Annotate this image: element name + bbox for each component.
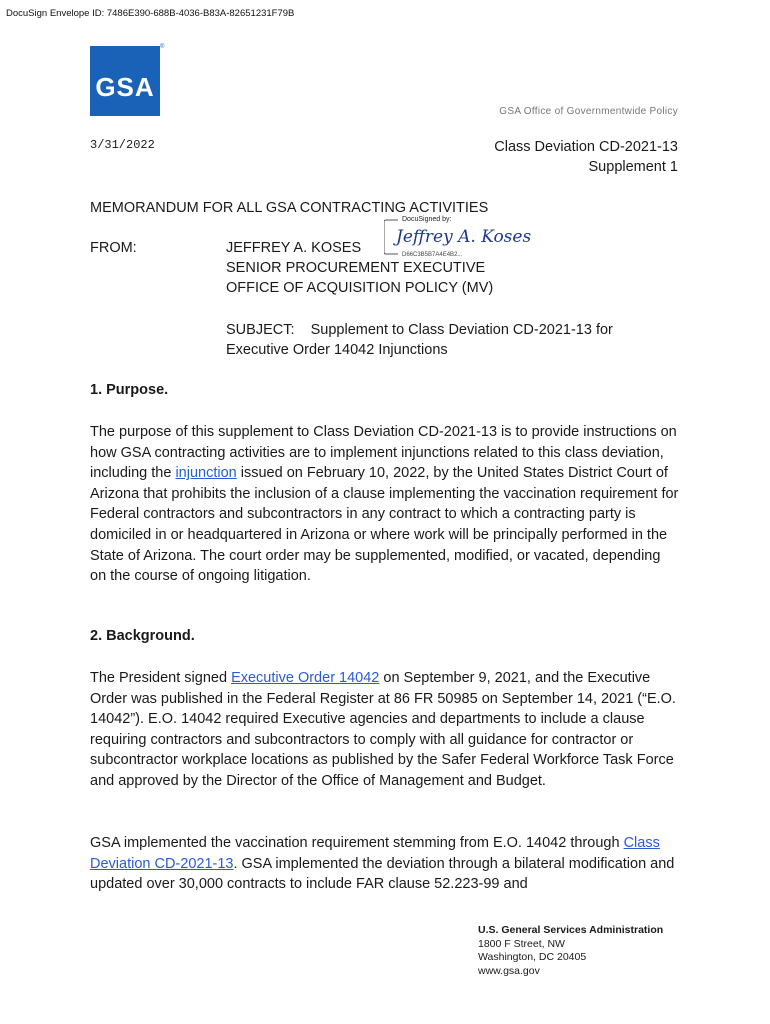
background-text-d: . GSA implemented the deviation through a bilateral modification and updated over 30,000 contracts to include FAR clause 52.223-99 and	[90, 855, 675, 893]
subject-line1: Supplement to Class Deviation CD-2021-13 for	[310, 322, 613, 338]
footer-address	[478, 924, 663, 978]
from-title: SENIOR PROCUREMENT EXECUTIVE	[226, 260, 486, 276]
subject-label: SUBJECT:	[226, 322, 295, 338]
footer-agency: U.S. General Services Administration	[478, 924, 664, 936]
background-paragraph-2	[90, 833, 680, 895]
executive-order-link[interactable]: Executive Order 14042	[231, 670, 380, 686]
subject-block	[226, 320, 686, 360]
from-office: OFFICE OF ACQUISITION POLICY (MV)	[226, 280, 494, 296]
gsa-logo	[90, 46, 160, 116]
purpose-heading: 1. Purpose.	[90, 382, 169, 398]
class-deviation-link[interactable]: Class Deviation CD-2021-13	[90, 835, 660, 872]
deviation-title: Class Deviation CD-2021-13	[494, 139, 678, 155]
purpose-text-b: issued on February 10, 2022, by the United States District Court of Arizona that prohibits the inclusion of a clause implementing the vaccination requirement for Federal contractors and subcontractors in any contract to which a contracting party is domiciled in or headquartered in Arizona or where work will be principally performed in the State of Arizona. The court order may be supplemented, modified, or vacated, depending on the course of ongoing litigation.	[90, 465, 679, 585]
registered-mark: ®	[160, 44, 165, 50]
background-text-b: on September 9, 2021, and the Executive Order was published in the Federal Register at 86 FR 50985 on September 14, 2021 (“E.O. 14042”). E.O. 14042 required Executive agencies and departments to include a clause requiring contractors and subcontractors to comply with all guidance for contractor or subcontractor workplace locations as published by the Safer Federal Workforce Task Force and approved by the Director of the Office of Management and Budget.	[90, 670, 676, 789]
from-label: FROM:	[90, 240, 137, 256]
background-text-c: GSA implemented the vaccination requirement stemming from E.O. 14042 through	[90, 835, 624, 851]
deviation-supplement: Supplement 1	[588, 159, 678, 175]
docusigned-by-label: DocuSigned by:	[402, 216, 452, 223]
injunction-link[interactable]: injunction	[175, 465, 237, 482]
footer-web[interactable]: www.gsa.gov	[478, 964, 540, 977]
gsa-logo-text: GSA	[95, 72, 155, 102]
footer-street: 1800 F Street, NW	[478, 937, 565, 950]
footer-city: Washington, DC 20405	[478, 951, 587, 963]
deviation-header	[494, 137, 678, 177]
purpose-paragraph	[90, 422, 680, 587]
signature-name: Jeffrey A. Koses	[396, 227, 532, 247]
purpose-text-a: The purpose of this supplement to Class Deviation CD-2021-13 is to provide instructions on how GSA contracting activities are to implement injunctions related to this class deviation, including the	[90, 424, 677, 482]
background-heading: 2. Background.	[90, 628, 195, 644]
memo-line: MEMORANDUM FOR ALL GSA CONTRACTING ACTIVITIES	[90, 200, 489, 216]
subject-line2: Executive Order 14042 Injunctions	[226, 342, 448, 358]
memo-date: 3/31/2022	[90, 138, 155, 152]
from-name: JEFFREY A. KOSES	[226, 240, 362, 256]
signature-id: D66C3B5B7A4E4B2...	[402, 252, 463, 258]
docusign-envelope-id: DocuSign Envelope ID: 7486E390-688B-4036-B83A-82651231F79B	[6, 8, 295, 19]
background-text-a: The President signed	[90, 670, 232, 686]
background-paragraph-1	[90, 668, 680, 792]
docusign-signature	[384, 216, 532, 258]
office-line: GSA Office of Governmentwide Policy	[499, 106, 678, 117]
